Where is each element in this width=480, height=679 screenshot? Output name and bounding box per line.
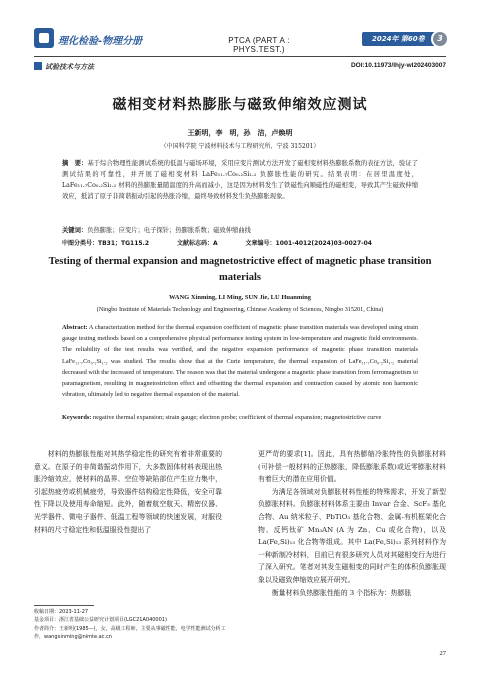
body-paragraph: 衡量材料负热膨胀性能的 3 个指标为：热膨胀 (271, 588, 412, 597)
chinese-keywords-label: 关键词： (62, 227, 88, 234)
english-abstract-text: A characterization method for the thermal expansion coefficient of magnetic phase transition materials was developed using strain gauge testing methods based on a comprehensive physical performance testing system in low-temperature and magnetic field environments. The reliability of the test results was verified, and the negative expansion performance of magnetic phase transition materials LaFe₁₁.₇Co₀.₂Si₁.₂ was studied. The results show that at the Curie temperature, the thermal expansion of LaFe₁₁.₇Co₀.₂Si₁.₂ material decreased with the increased of temperature. The reason was that the material undergone a magnetic phase transition from ferromagnetism to paramagnetism, resulting in magnetostriction effect and offsetting the thermal expansion and contraction caused by atomic non harmonic vibration, ultimately led to negative thermal expansion of the material. (62, 324, 418, 399)
chinese-keywords-text: 负热膨胀；应变片；电子探针；热膨胀系数；磁致伸缩曲线 (87, 227, 251, 234)
issue-badge (362, 32, 446, 46)
footnote-fund: 基金项目：浙江省基础公益研究计划项目(LGC21A040001) (34, 617, 167, 624)
journal-header (34, 26, 446, 54)
section-tag (34, 62, 94, 72)
footnote-received: 收稿日期：2023-11-27 (34, 609, 89, 615)
chinese-abstract-label: 摘 要： (62, 160, 88, 167)
section-marker-icon (34, 62, 42, 70)
english-authors: WANG Xinming, LI Ming, SUN Jie, LU Huanming (169, 294, 311, 301)
issue-text: 2024年 第60卷 (372, 35, 425, 43)
english-keywords-text: negative thermal expansion; strain gauge; electron probe; coefficient of thermal expansion; magnetostrictive curve (92, 414, 382, 421)
english-affiliation: (Ningbo Institute of Materials Technology and Engineering, Chinese Academy of Sciences, Ningbo 315201, China) (96, 306, 384, 313)
header-divider (34, 56, 446, 57)
english-keywords-label: Keywords: (62, 414, 92, 421)
doi-link[interactable]: DOI:10.11973/lhjy-wl202403007 (350, 62, 446, 69)
page-number: 27 (439, 650, 446, 657)
english-abstract-label: Abstract: (62, 324, 88, 331)
body-right-column (258, 448, 446, 599)
section-row (34, 62, 446, 76)
footnote-author: 作者简介：王新明(1985—)，女，高级工程师，主要从事磁性能、电学性能测试分析工作，wangxinming@nimte.ac.cn (34, 625, 226, 641)
chinese-abstract-text: 基于综合物理性能测试系统的低温与磁场环境，采用应变片测试方法开发了磁相变材料热膨胀系数的表征方法，验证了测试结果的可靠性，并开展了磁相变材料 LaFe₁₁.₇Co₀.₂Si₁.₂ 负膨胀性能的研究。结果表明：在居里温度处，LaFe₁₁.₇Co₀.₂Si₁.₂ 材料的热膨胀量随温度的升高而减小，这是因为材料发生了铁磁性向顺磁性的磁相变，导致其产生磁致伸缩效应，抵消了原子非简谐振动引起的热胀冷缩，最终导致材料发生负热膨胀现象。 (62, 160, 419, 200)
clc-number: 中图分类号：TB31；TG115.2 (62, 240, 150, 247)
issue-number: 3 (431, 30, 449, 48)
chinese-authors: 王新明，李 明，孙 洁，卢焕明 (187, 129, 293, 137)
chinese-abstract (62, 158, 418, 202)
chinese-affiliation: （中国科学院 宁波材料技术与工程研究所，宁波 315201） (160, 143, 320, 150)
classification-row (62, 238, 418, 247)
body-paragraph: 更严苛的要求[1]。因此，具有热膨缩冷胀特性的负膨胀材料(可补偿一般材料的正热膨胀，降低膨胀系数)或近零膨胀材料有着巨大的潜在应用价值。 (258, 450, 446, 484)
english-title: Testing of thermal expansion and magnetostrictive effect of magnetic phase transition materials (48, 256, 432, 283)
footnote-divider (34, 605, 94, 606)
document-code: 文献标志码：A (176, 240, 218, 247)
journal-logo-text: 理化检验-物理分册 (58, 36, 143, 47)
body-paragraph: 材料的热膨胀性能对其热学稳定性的研究有着非常重要的意义。在原子的非简谐振动作用下，大多数固体材料表现出热胀冷缩效应，使材料的晶界、空位等缺陷部位产生应力集中，引起热疲劳或机械疲劳，导致器件结构稳定性降低，安全可靠性下降以及使用寿命缩短。此外，随着航空航天、精密仪器、光学器件、微电子器件、低温工程等领域的快速发展，对服役材料的尺寸稳定性和低温服役性提出了 (34, 450, 222, 534)
english-abstract (62, 322, 418, 400)
journal-name: PTCA (PART A : PHYS.TEST.) (228, 36, 290, 54)
footnotes (34, 608, 234, 642)
body-left-column (34, 448, 222, 536)
journal-logo (34, 26, 184, 50)
chinese-keywords (62, 226, 418, 236)
journal-logo-icon (34, 28, 54, 48)
section-tag-label: 试验技术与方法 (45, 63, 94, 71)
article-number: 文章编号：1001-4012(2024)03-0027-04 (245, 240, 372, 247)
body-paragraph: 为满足各领域对负膨胀材料性能的特殊需求，开发了新型负膨胀材料。负膨胀材料体系主要由 Invar 合金、ScF₃ 基化合物、Au 纳米粒子、PbTiO₃ 基化合物、金属-有机框架化合物、反钙钛矿 Mn₃AN (A 为 Zn、Cu 或化合物)，以及 La(Fe,Si)₁₃ 化合物等组成。其中 La(Fe,Si)₁₃ 系列材料作为一种新制冷材料，目前已有很多研究人员对其磁相变行为进行了深入研究。笔者对其发生磁相变的同时产生的体积负膨胀现象以及磁致伸缩效应展开研究。 (258, 487, 446, 584)
english-keywords (62, 412, 418, 423)
chinese-title: 磁相变材料热膨胀与磁致伸缩效应测试 (112, 97, 368, 113)
